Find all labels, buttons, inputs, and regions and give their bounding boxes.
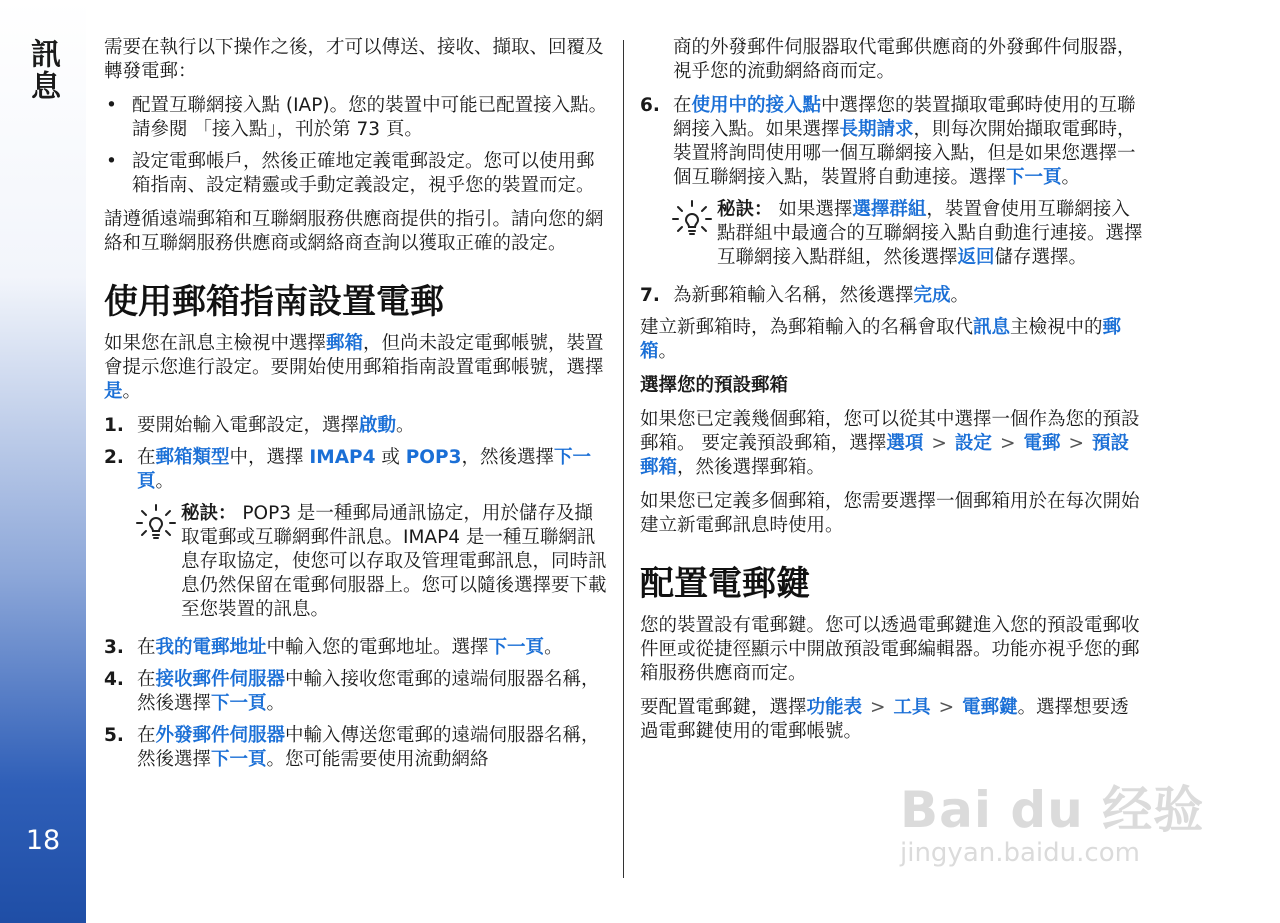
keyword-settings: 設定 — [954, 433, 992, 454]
step-3: 3. 在我的電郵地址中輸入您的電郵地址。選擇下一頁。 — [104, 637, 563, 658]
step-number: 6. — [640, 95, 660, 116]
keyword-email: 電郵 — [1023, 433, 1061, 454]
step-number: 4. — [104, 669, 124, 690]
wizard-intro: 如果您在訊息主檢視中選擇郵箱，但尚未設定電郵帳號，裝置會提示您進行設定。要開始使用郵箱指南設置電郵帳號，選擇是。 — [104, 333, 604, 402]
keyword-email-key: 電郵鍵 — [962, 697, 1018, 718]
sidebar — [0, 0, 86, 923]
keyword-imap4: IMAP4 — [309, 447, 376, 468]
step-number: 2. — [104, 447, 124, 468]
keyword-menu: 功能表 — [806, 697, 863, 718]
step-5: 5. 在外發郵件伺服器中輸入傳送您電郵的遠端伺服器名稱，然後選擇下一頁。您可能需要使用流動網絡 — [104, 725, 600, 770]
step-4: 4. 在接收郵件伺服器中輸入接收您電郵的遠端伺服器名稱，然後選擇下一頁。 — [104, 669, 600, 714]
subsection-heading: 選擇您的預設郵箱 — [640, 375, 789, 396]
keyword-start: 啟動 — [359, 415, 397, 436]
section-heading: 使用郵箱指南設置電郵 — [104, 282, 444, 322]
tip-label: 秘訣： — [181, 503, 237, 524]
keyword-next: 下一頁 — [211, 693, 267, 714]
multiple-mailbox-paragraph: 如果您已定義多個郵箱，您需要選擇一個郵箱用於在每次開始建立新電郵訊息時使用。 — [640, 491, 1140, 536]
path-separator: > — [1068, 433, 1084, 454]
keyword-default-mailbox: 預設郵箱 — [640, 433, 1129, 478]
keyword-options: 選項 — [886, 433, 924, 454]
step-7: 7. 為新郵箱輸入名稱，然後選擇完成。 — [640, 285, 970, 306]
prereq-list — [104, 94, 609, 198]
keyword-tools: 工具 — [893, 697, 931, 718]
intro-paragraph: 需要在執行以下操作之後，才可以傳送、接收、擷取、回覆及轉發電郵： — [104, 37, 604, 82]
path-separator: > — [938, 697, 955, 718]
keyword-select-group: 選擇群組 — [852, 199, 927, 220]
keyword-mailbox: 郵箱 — [326, 333, 364, 354]
right-column — [640, 36, 1145, 754]
step-number: 5. — [104, 725, 124, 746]
step-number: 1. — [104, 415, 124, 436]
keyword-incoming-server: 接收郵件伺服器 — [155, 669, 286, 690]
tip-box: 秘訣： 如果選擇選擇群組，裝置會使用互聯網接入點群組中最適合的互聯網接入點自動進行連接。選擇互聯網接入點群組，然後選擇返回儲存選擇。 — [640, 198, 1145, 270]
path-separator: > — [870, 697, 886, 718]
path-separator: > — [999, 433, 1016, 454]
lightbulb-icon — [136, 504, 176, 544]
section-title: 訊息 — [25, 38, 60, 102]
tip-label: 秘訣： — [717, 199, 773, 220]
follow-paragraph: 請遵循遠端郵箱和互聯網服務供應商提供的指引。請向您的網絡和互聯網服務供應商或網絡商查詢以獲取正確的設定。 — [104, 209, 604, 254]
email-key-paragraph: 您的裝置設有電郵鍵。您可以透過電郵鍵進入您的預設電郵收件匣或從捷徑顯示中開啟預設電郵編輯器。功能亦視乎您的郵箱服務供應商而定。 — [640, 615, 1140, 684]
step-5-continued: 商的外發郵件伺服器取代電郵供應商的外發郵件伺服器，視乎您的流動網絡商而定。 — [673, 37, 1136, 82]
keyword-pop3: POP3 — [405, 447, 462, 468]
keyword-outgoing-server: 外發郵件伺服器 — [155, 725, 286, 746]
watermark-brand: Bai du 经验 — [900, 781, 1205, 839]
list-item: • 配置互聯網接入點 (IAP)。您的裝置中可能已配置接入點。請參閱 「接入點」，刊於第 73 頁。 — [104, 94, 609, 142]
step-2: 2. 在郵箱類型中，選擇 IMAP4 或 POP3，然後選擇下一頁。 — [104, 447, 591, 492]
left-column — [104, 36, 609, 780]
mailbox-name-note: 建立新郵箱時，為郵箱輸入的名稱會取代訊息主檢視中的郵箱。 — [640, 317, 1122, 362]
keyword-back: 返回 — [957, 247, 995, 268]
keyword-yes: 是 — [104, 381, 123, 402]
watermark-url: jingyan.baidu.com — [900, 838, 1140, 868]
step-1: 1. 要開始輸入電郵設定，選擇啟動。 — [104, 415, 415, 436]
keyword-next: 下一頁 — [137, 447, 591, 492]
keyword-my-email: 我的電郵地址 — [155, 637, 267, 658]
step-number: 3. — [104, 637, 124, 658]
list-item: • 設定電郵帳戶，然後正確地定義電郵設定。您可以使用郵箱指南、設定精靈或手動定義設定，視乎您的裝置而定。 — [104, 150, 609, 198]
keyword-mailbox: 郵箱 — [640, 317, 1122, 362]
keyword-next: 下一頁 — [1006, 167, 1062, 188]
step-6: 6. 在使用中的接入點中選擇您的裝置擷取電郵時使用的互聯網接入點。如果選擇長期請求，則每次開始擷取電郵時，裝置將詢問使用哪一個互聯網接入點，但是如果您選擇一個互聯網接入點，裝置將自動連接。選擇下一頁。 — [640, 95, 1136, 188]
default-mailbox-paragraph: 如果您已定義幾個郵箱，您可以從其中選擇一個作為您的預設郵箱。 要定義預設郵箱，選擇選項 > 設定 > 電郵 > 預設郵箱，然後選擇郵箱。 — [640, 409, 1140, 478]
email-key-config-paragraph: 要配置電郵鍵，選擇功能表 > 工具 > 電郵鍵。選擇想要透過電郵鍵使用的電郵帳號。 — [640, 697, 1129, 742]
path-separator: > — [931, 433, 947, 454]
watermark — [900, 770, 1220, 910]
tip-box: 秘訣： POP3 是一種郵局通訊協定，用於儲存及擷取電郵或互聯網郵件訊息。IMAP4 是一種互聯網訊息存取協定，使您可以存取及管理電郵訊息，同時訊息仍然保留在電郵伺服器上。您可以隨後選擇要下載至您裝置的訊息。 — [104, 502, 609, 622]
keyword-access-point: 使用中的接入點 — [691, 95, 822, 116]
page-number: 18 — [25, 825, 61, 856]
lightbulb-icon — [672, 200, 712, 240]
keyword-always-ask: 長期請求 — [839, 119, 914, 140]
step-number: 7. — [640, 285, 660, 306]
keyword-mailbox-type: 郵箱類型 — [155, 447, 230, 468]
section-heading: 配置電郵鍵 — [640, 564, 810, 604]
keyword-messaging: 訊息 — [973, 317, 1011, 338]
keyword-next: 下一頁 — [488, 637, 545, 658]
keyword-done: 完成 — [913, 285, 951, 306]
keyword-next: 下一頁 — [211, 749, 267, 770]
column-divider — [623, 40, 624, 878]
